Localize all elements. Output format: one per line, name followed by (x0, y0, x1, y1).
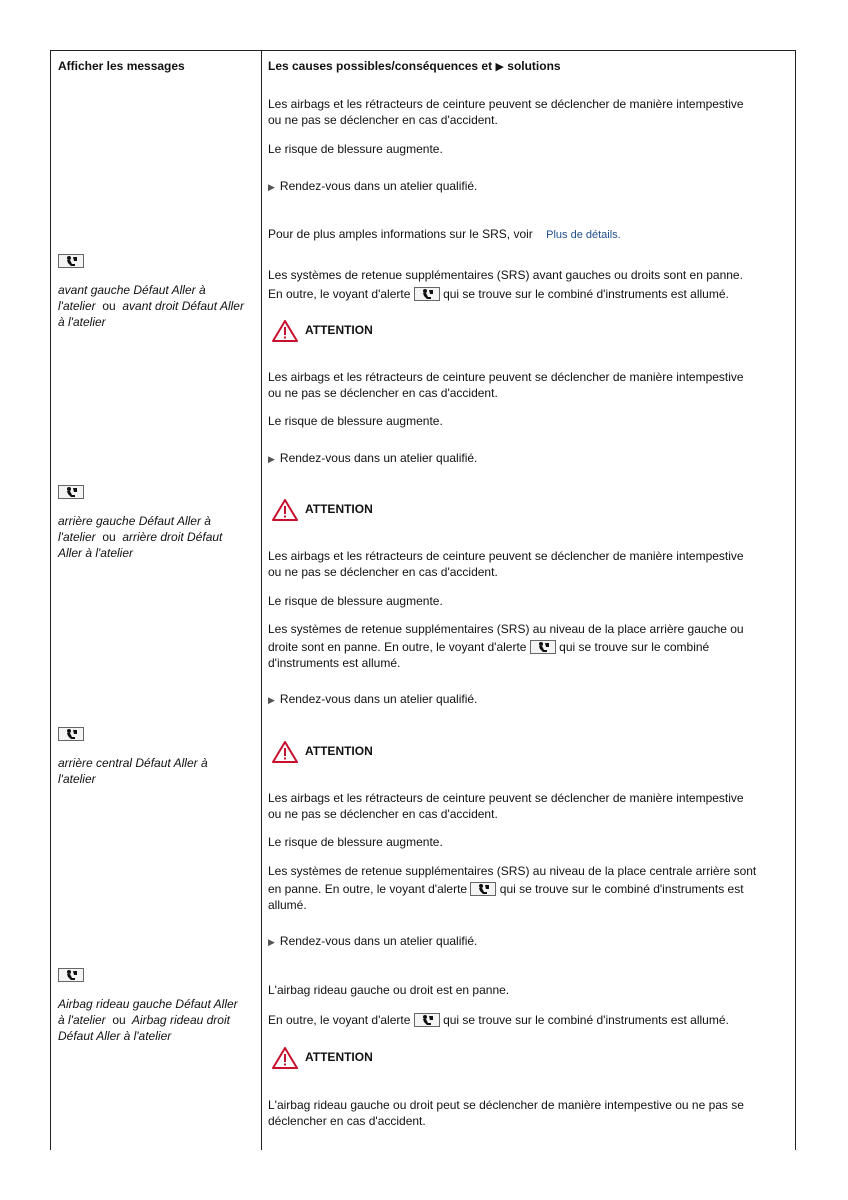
row3-cause-line-3: allumé. (268, 898, 307, 912)
warning-triangle-icon (272, 1047, 298, 1069)
injury-text: Le risque de blessure augmente. (268, 142, 443, 156)
workshop-item: ▶ Rendez-vous dans un atelier qualifié. (268, 179, 477, 196)
airbag-warning-lamp-icon (58, 727, 84, 743)
row1-cause-line-1: Les systèmes de retenue supplémentaires (SRS) avant gauches ou droits sont en panne. (268, 268, 743, 282)
row1-message-line-2: l'atelier ou avant droit Défaut Aller (58, 299, 244, 313)
risk-line-1: Les airbags et les rétracteurs de ceinture peuvent se déclencher de manière intempestive (268, 97, 744, 111)
warning-triangle-icon (272, 499, 298, 521)
warning-triangle-icon (272, 320, 298, 342)
row1-message-line-3: à l'atelier (58, 315, 106, 329)
header-causes-solutions: Les causes possibles/conséquences et ▶ solutions (268, 59, 561, 73)
row2-cause-line-3: d'instruments est allumé. (268, 656, 401, 670)
airbag-warning-lamp-icon (58, 485, 84, 501)
row2-attention: ATTENTION (272, 499, 373, 521)
row2-injury: Le risque de blessure augmente. (268, 594, 443, 608)
play-arrow-icon: ▶ (268, 182, 275, 192)
row1-risk-line-1: Les airbags et les rétracteurs de ceinture peuvent se déclencher de manière intempestive (268, 370, 744, 384)
row1-message-line-1: avant gauche Défaut Aller à (58, 283, 206, 297)
row4-message-line-3: Défaut Aller à l'atelier (58, 1029, 172, 1043)
row2-workshop-item: ▶ Rendez-vous dans un atelier qualifié. (268, 692, 477, 709)
table-right-border (795, 50, 796, 1150)
airbag-warning-lamp-icon (58, 254, 84, 270)
row4-risk-line-1: L'airbag rideau gauche ou droit peut se déclencher de manière intempestive ou ne pas se (268, 1098, 744, 1112)
table-column-divider (261, 50, 262, 1150)
row2-cause-line-1: Les systèmes de retenue supplémentaires (SRS) au niveau de la place arrière gauche ou (268, 622, 744, 636)
row3-message-line-1: arrière central Défaut Aller à (58, 756, 208, 770)
airbag-warning-lamp-icon (530, 640, 556, 654)
row4-cause-line-2: En outre, le voyant d'alerte qui se trouve sur le combiné d'instruments est allumé. (268, 1013, 729, 1027)
row4-attention: ATTENTION (272, 1047, 373, 1069)
row4-message-line-1: Airbag rideau gauche Défaut Aller (58, 997, 238, 1011)
row2-message-line-2: l'atelier ou arrière droit Défaut (58, 530, 223, 544)
play-arrow-icon: ▶ (268, 937, 275, 947)
airbag-warning-lamp-icon (470, 882, 496, 896)
row2-risk-line-2: ou ne pas se déclencher en cas d'accident. (268, 565, 498, 579)
row3-workshop-item: ▶ Rendez-vous dans un atelier qualifié. (268, 934, 477, 951)
row2-message-line-3: Aller à l'atelier (58, 546, 133, 560)
row3-message-line-2: l'atelier (58, 772, 96, 786)
row3-risk-line-2: ou ne pas se déclencher en cas d'accident. (268, 807, 498, 821)
play-arrow-icon: ▶ (268, 454, 275, 464)
row4-cause-line-1: L'airbag rideau gauche ou droit est en panne. (268, 983, 510, 997)
row2-cause-line-2: droite sont en panne. En outre, le voyant d'alerte qui se trouve sur le combiné (268, 640, 710, 654)
airbag-warning-lamp-icon (414, 1013, 440, 1027)
risk-line-2: ou ne pas se déclencher en cas d'accident. (268, 113, 498, 127)
airbag-warning-lamp-icon (414, 287, 440, 301)
row4-risk-line-2: déclencher en cas d'accident. (268, 1114, 426, 1128)
row1-workshop-item: ▶ Rendez-vous dans un atelier qualifié. (268, 451, 477, 468)
more-details-link[interactable]: Plus de détails. (546, 229, 621, 241)
header-display-messages: Afficher les messages (58, 59, 185, 73)
row1-risk-line-2: ou ne pas se déclencher en cas d'accident. (268, 386, 498, 400)
row3-cause-line-1: Les systèmes de retenue supplémentaires (SRS) au niveau de la place centrale arrière sont (268, 864, 757, 878)
row2-risk-line-1: Les airbags et les rétracteurs de ceinture peuvent se déclencher de manière intempestive (268, 549, 744, 563)
row3-risk-line-1: Les airbags et les rétracteurs de ceinture peuvent se déclencher de manière intempestive (268, 791, 744, 805)
srs-info: Pour de plus amples informations sur le SRS, voir Plus de détails. (268, 227, 621, 241)
warning-triangle-icon (272, 741, 298, 763)
row1-attention: ATTENTION (272, 320, 373, 342)
play-arrow-icon: ▶ (268, 695, 275, 705)
table-left-border (50, 50, 51, 1150)
row2-message-line-1: arrière gauche Défaut Aller à (58, 514, 211, 528)
row1-cause-line-2: En outre, le voyant d'alerte qui se trouve sur le combiné d'instruments est allumé. (268, 287, 729, 301)
row4-message-line-2: à l'atelier ou Airbag rideau droit (58, 1013, 230, 1027)
row3-attention: ATTENTION (272, 741, 373, 763)
row3-cause-line-2: en panne. En outre, le voyant d'alerte qui se trouve sur le combiné d'instruments est (268, 882, 744, 896)
table-top-border (50, 50, 795, 51)
row3-injury: Le risque de blessure augmente. (268, 835, 443, 849)
row1-injury: Le risque de blessure augmente. (268, 414, 443, 428)
airbag-warning-lamp-icon (58, 968, 84, 984)
